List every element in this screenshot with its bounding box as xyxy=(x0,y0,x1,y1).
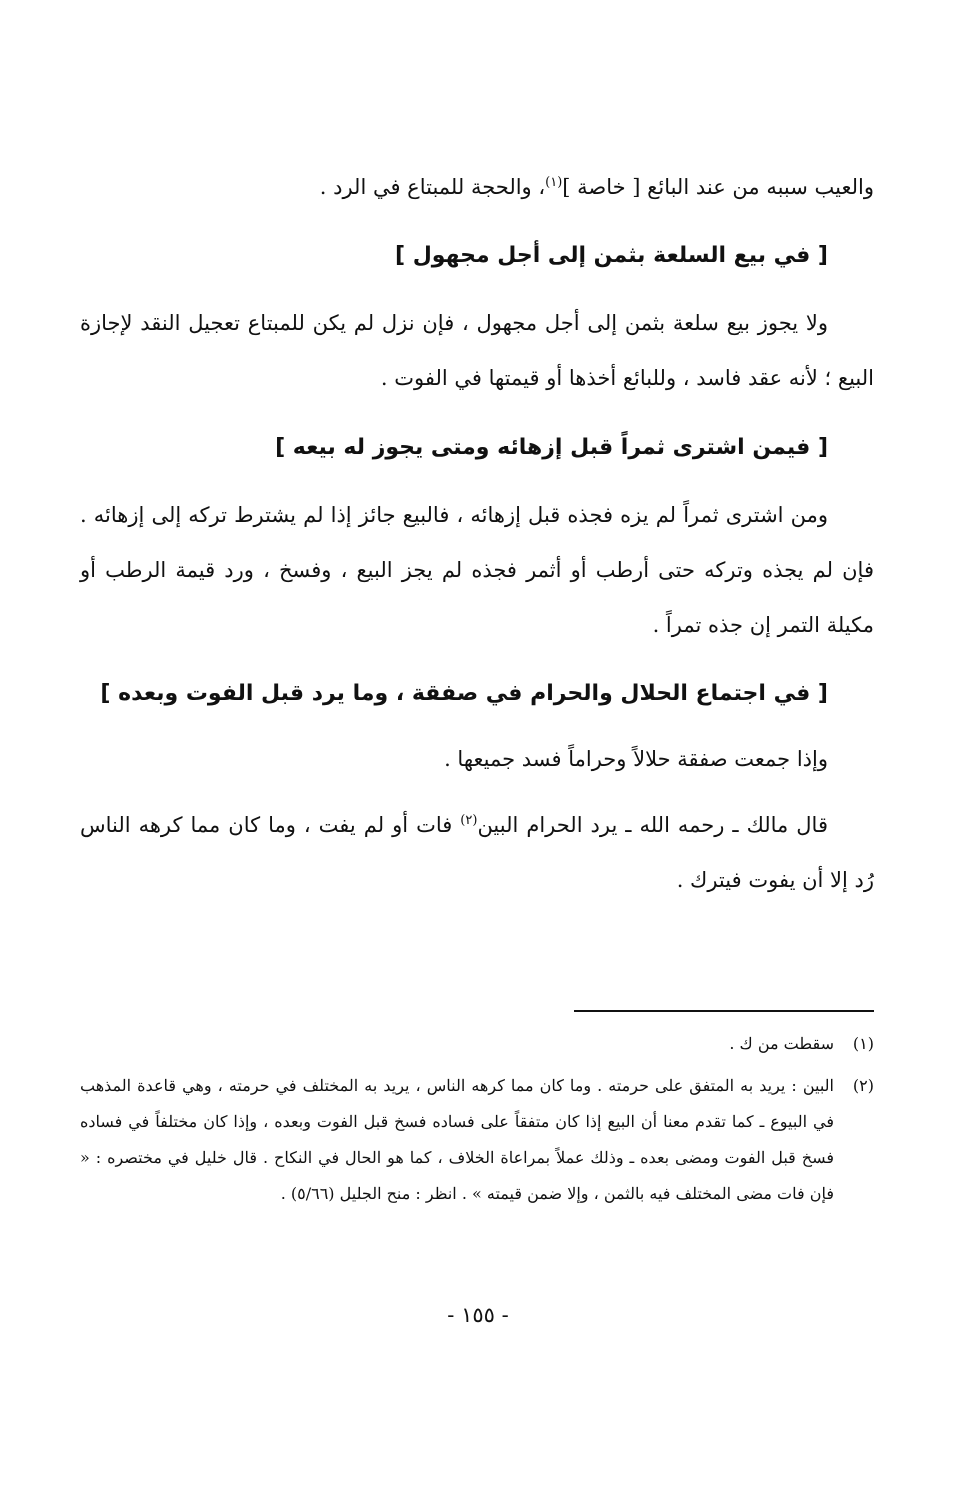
footnote-2-number: (٢) xyxy=(852,1076,874,1095)
paragraph-mixed-deal: وإذا جمعت صفقة حلالاً وحراماً فسد جميعها . xyxy=(444,747,828,771)
footnote-1-text: سقطت من ك . xyxy=(729,1034,834,1053)
heading-halal-haram: [ في اجتماع الحلال والحرام في صفقة ، وما يرد قبل الفوت وبعده ] xyxy=(100,681,828,706)
heading-unknown-term-sale: [ في بيع السلعة بثمن إلى أجل مجهول ] xyxy=(394,243,828,268)
paragraph-defect-end: ، والحجة للمبتاع في الرد . xyxy=(319,175,546,199)
paragraph-malik-text: قال مالك ـ رحمه الله ـ يرد الحرام البين xyxy=(477,813,828,837)
paragraph-defect-text: والعيب سببه من عند البائع [ خاصة ] xyxy=(562,175,874,199)
paragraph-fruit-sale: ومن اشترى ثمراً لم يزه فجذه قبل إزهائه ، فالبيع جائز إذا لم يشترط تركه إلى إزهائه . فإن لم يجذه وتركه حتى أرطب أو أثمر فجذه لم يجز البيع ، وفسخ ، ورد قيمة الرطب أو مكيلة التمر إن جذه تمراً . xyxy=(80,503,874,637)
footnote-1 xyxy=(80,1026,874,1062)
paragraph-malik xyxy=(80,798,874,908)
heading-fruit-sale: [ فيمن اشترى ثمراً قبل إزهائه ومتى يجوز له بيعه ] xyxy=(275,435,828,460)
footnote-ref-1: (١) xyxy=(545,175,563,190)
paragraph-malik-end: فات أو لم يفت ، وما كان مما كرهه الناس رُد إلا أن يفوت فيترك . xyxy=(80,813,874,892)
footnote-2-text: البين : يريد به المتفق على حرمته . وما كان مما كرهه الناس ، يريد به المختلف في حرمته ، وهي قاعدة المذهب في البيوع ـ كما تقدم معنا أن البيع إذا كان متفقاً على فساده فسخ قبل الفوت وبعده ، وإذا كان مختلفاً في فساده فسخ قبل الفوت ومضى بعده ـ وذلك عملاً بمراعاة الخلاف ، كما هو الحال في النكاح . قال خليل في مختصره : « فإن فات مضى المختلف فيه بالثمن ، وإلا ضمن قيمته » . انظر : منح الجليل (٥/٦٦) . xyxy=(80,1076,834,1203)
footnote-1-number: (١) xyxy=(852,1034,874,1053)
page-number: - ١٥٥ - xyxy=(447,1303,509,1327)
paragraph-defect xyxy=(80,160,874,215)
footnote-2 xyxy=(80,1068,874,1212)
footnote-ref-2: (٢) xyxy=(460,813,478,828)
paragraph-unknown-term: ولا يجوز بيع سلعة بثمن إلى أجل مجهول ، فإن نزل لم يكن للمبتاع تعجيل النقد لإجازة البيع ؛ لأنه عقد فاسد ، وللبائع أخذها أو قيمتها في الفوت . xyxy=(80,311,874,390)
footnote-separator xyxy=(574,1010,874,1012)
